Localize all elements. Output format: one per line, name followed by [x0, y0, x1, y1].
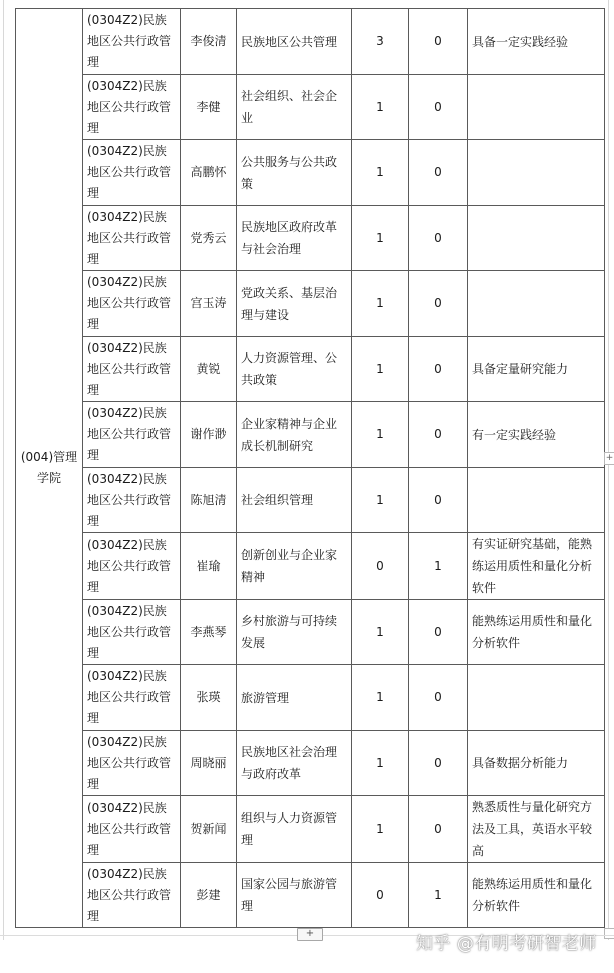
- table-row: [16, 140, 605, 206]
- major-cell: (0304Z2)民族地区公共行政管理: [83, 533, 181, 600]
- direction-cell: 创新创业与企业家精神: [237, 533, 352, 600]
- direction-cell: 乡村旅游与可持续发展: [237, 600, 352, 665]
- count-b-cell: 1: [409, 533, 468, 600]
- major-cell: (0304Z2)民族地区公共行政管理: [83, 863, 181, 928]
- count-a-cell: 1: [352, 140, 409, 206]
- advisor-table-body: [16, 9, 605, 928]
- major-cell: (0304Z2)民族地区公共行政管理: [83, 337, 181, 402]
- count-a-cell: 1: [352, 402, 409, 468]
- major-cell: (0304Z2)民族地区公共行政管理: [83, 731, 181, 796]
- count-b-cell: 0: [409, 402, 468, 468]
- add-row-button[interactable]: +: [297, 928, 323, 941]
- note-cell: 能熟练运用质性和量化分析软件: [468, 863, 605, 928]
- count-b-cell: 0: [409, 206, 468, 271]
- note-cell: 熟悉质性与量化研究方法及工具，英语水平较高: [468, 796, 605, 863]
- page-left-edge: [3, 0, 4, 940]
- count-a-cell: 0: [352, 533, 409, 600]
- note-cell: 有实证研究基础，能熟练运用质性和量化分析软件: [468, 533, 605, 600]
- direction-cell: 社会组织管理: [237, 468, 352, 533]
- count-b-cell: 0: [409, 271, 468, 337]
- major-cell: (0304Z2)民族地区公共行政管理: [83, 600, 181, 665]
- major-cell: (0304Z2)民族地区公共行政管理: [83, 140, 181, 206]
- advisor-cell: 张瑛: [181, 665, 237, 731]
- table-row: [16, 796, 605, 863]
- note-cell: 能熟练运用质性和量化分析软件: [468, 600, 605, 665]
- advisor-cell: 谢作渺: [181, 402, 237, 468]
- advisor-cell: 党秀云: [181, 206, 237, 271]
- count-b-cell: 0: [409, 665, 468, 731]
- direction-cell: 民族地区公共管理: [237, 9, 352, 75]
- direction-cell: 国家公园与旅游管理: [237, 863, 352, 928]
- advisor-cell: 贺新闻: [181, 796, 237, 863]
- advisor-cell: 黄锐: [181, 337, 237, 402]
- direction-cell: 社会组织、社会企业: [237, 75, 352, 140]
- advisor-cell: 周晓丽: [181, 731, 237, 796]
- table-row: [16, 402, 605, 468]
- table-row: [16, 533, 605, 600]
- table-row: [16, 75, 605, 140]
- watermark-text: 知乎 @有明考研智老师: [416, 934, 597, 954]
- note-cell: 有一定实践经验: [468, 402, 605, 468]
- count-b-cell: 0: [409, 600, 468, 665]
- table-row: [16, 206, 605, 271]
- advisor-cell: 陈旭清: [181, 468, 237, 533]
- advisor-cell: 李健: [181, 75, 237, 140]
- count-a-cell: 1: [352, 468, 409, 533]
- count-b-cell: 0: [409, 75, 468, 140]
- advisor-cell: 高鹏怀: [181, 140, 237, 206]
- direction-cell: 民族地区政府改革与社会治理: [237, 206, 352, 271]
- note-cell: 具备定量研究能力: [468, 337, 605, 402]
- direction-cell: 人力资源管理、公共政策: [237, 337, 352, 402]
- note-cell: [468, 140, 605, 206]
- count-a-cell: 3: [352, 9, 409, 75]
- count-b-cell: 0: [409, 731, 468, 796]
- table-row: [16, 9, 605, 75]
- major-cell: (0304Z2)民族地区公共行政管理: [83, 796, 181, 863]
- advisor-cell: 李俊清: [181, 9, 237, 75]
- count-b-cell: 0: [409, 468, 468, 533]
- table-row: [16, 468, 605, 533]
- table-row: [16, 863, 605, 928]
- table-row: [16, 337, 605, 402]
- note-cell: [468, 206, 605, 271]
- count-a-cell: 1: [352, 665, 409, 731]
- major-cell: (0304Z2)民族地区公共行政管理: [83, 665, 181, 731]
- count-b-cell: 1: [409, 863, 468, 928]
- direction-cell: 公共服务与公共政策: [237, 140, 352, 206]
- note-cell: [468, 468, 605, 533]
- count-b-cell: 0: [409, 9, 468, 75]
- major-cell: (0304Z2)民族地区公共行政管理: [83, 402, 181, 468]
- table-resize-handle[interactable]: [604, 928, 614, 939]
- table-row: [16, 665, 605, 731]
- count-a-cell: 0: [352, 863, 409, 928]
- major-cell: (0304Z2)民族地区公共行政管理: [83, 75, 181, 140]
- table-row: [16, 600, 605, 665]
- page-right-edge: [608, 0, 609, 940]
- count-b-cell: 0: [409, 337, 468, 402]
- count-b-cell: 0: [409, 796, 468, 863]
- count-a-cell: 1: [352, 600, 409, 665]
- department-cell: (004)管理学院: [16, 9, 83, 928]
- table-row: [16, 731, 605, 796]
- table-row: [16, 271, 605, 337]
- major-cell: (0304Z2)民族地区公共行政管理: [83, 206, 181, 271]
- count-a-cell: 1: [352, 337, 409, 402]
- major-cell: (0304Z2)民族地区公共行政管理: [83, 468, 181, 533]
- major-cell: (0304Z2)民族地区公共行政管理: [83, 271, 181, 337]
- count-b-cell: 0: [409, 140, 468, 206]
- count-a-cell: 1: [352, 206, 409, 271]
- count-a-cell: 1: [352, 271, 409, 337]
- major-cell: (0304Z2)民族地区公共行政管理: [83, 9, 181, 75]
- advisor-cell: 宫玉涛: [181, 271, 237, 337]
- note-cell: [468, 665, 605, 731]
- note-cell: 具备一定实践经验: [468, 9, 605, 75]
- advisor-cell: 彭建: [181, 863, 237, 928]
- direction-cell: 民族地区社会治理与政府改革: [237, 731, 352, 796]
- direction-cell: 党政关系、基层治理与建设: [237, 271, 352, 337]
- advisor-cell: 李燕琴: [181, 600, 237, 665]
- direction-cell: 企业家精神与企业成长机制研究: [237, 402, 352, 468]
- advisor-cell: 崔瑜: [181, 533, 237, 600]
- count-a-cell: 1: [352, 75, 409, 140]
- row-insert-marker[interactable]: +: [605, 453, 614, 463]
- count-a-cell: 1: [352, 796, 409, 863]
- count-a-cell: 1: [352, 731, 409, 796]
- note-cell: [468, 75, 605, 140]
- advisor-table: [15, 8, 605, 928]
- direction-cell: 组织与人力资源管理: [237, 796, 352, 863]
- note-cell: [468, 271, 605, 337]
- direction-cell: 旅游管理: [237, 665, 352, 731]
- note-cell: 具备数据分析能力: [468, 731, 605, 796]
